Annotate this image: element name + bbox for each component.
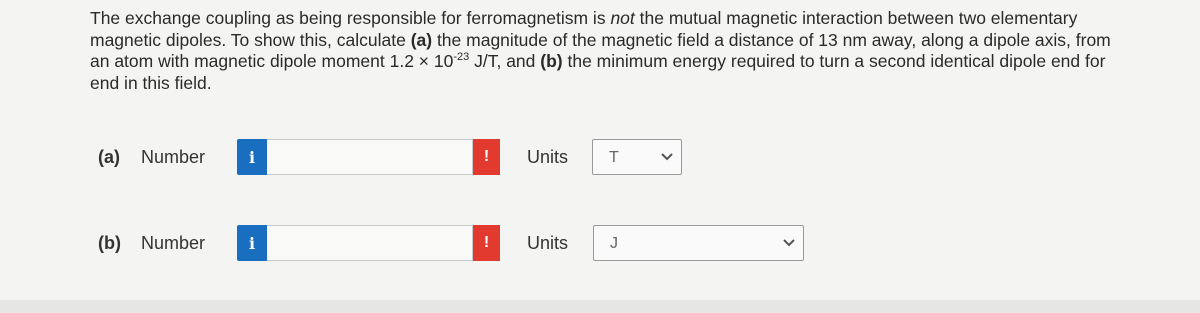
- alert-icon: [473, 139, 500, 175]
- info-icon: i: [248, 147, 256, 167]
- question-text-part: J/T, and: [469, 51, 541, 71]
- question-text-part: the minimum energy required to turn a second identical dipole end for end in this field.: [90, 51, 1106, 93]
- bottom-divider: [0, 300, 1200, 313]
- info-button[interactable]: [237, 225, 267, 261]
- part-label: (a): [98, 147, 120, 167]
- alert-glyph: !: [483, 234, 490, 251]
- chevron-down-icon: [783, 238, 795, 248]
- chevron-down-icon: [661, 152, 673, 162]
- number-label: Number: [141, 233, 206, 253]
- question-text-part: The exchange coupling as being responsible for ferromagnetism is: [90, 8, 611, 28]
- answer-input-a[interactable]: [267, 139, 473, 175]
- question-text-part: the magnitude of the magnetic field a distance of 13 nm away, along a dipole axis, from an atom with magnetic dipole moment 1.2 × 10: [90, 29, 1111, 71]
- number-label: Number: [141, 147, 206, 167]
- question-emphasis: not: [610, 8, 635, 28]
- units-selected-value: J: [610, 235, 618, 252]
- alert-icon: [473, 225, 500, 261]
- answer-row-a: [0, 137, 1200, 181]
- part-b-marker: (b): [540, 51, 563, 71]
- units-select-a[interactable]: [592, 139, 682, 175]
- info-button[interactable]: [237, 139, 267, 175]
- units-selected-value: T: [609, 149, 619, 166]
- answer-input-b[interactable]: [267, 225, 473, 261]
- part-a-marker: (a): [410, 29, 433, 50]
- question-text-part: the mutual magnetic interaction between two elementary magnetic dipoles. To show this, calculate: [90, 8, 1078, 50]
- info-icon: i: [248, 233, 256, 253]
- question-text: [90, 8, 1130, 94]
- answer-row-b: [0, 223, 1200, 267]
- exponent: -23: [453, 51, 470, 64]
- alert-glyph: !: [483, 148, 490, 165]
- units-label: Units: [527, 147, 569, 167]
- units-select-b[interactable]: [593, 225, 804, 261]
- part-label: (b): [98, 233, 121, 253]
- units-label: Units: [527, 233, 569, 253]
